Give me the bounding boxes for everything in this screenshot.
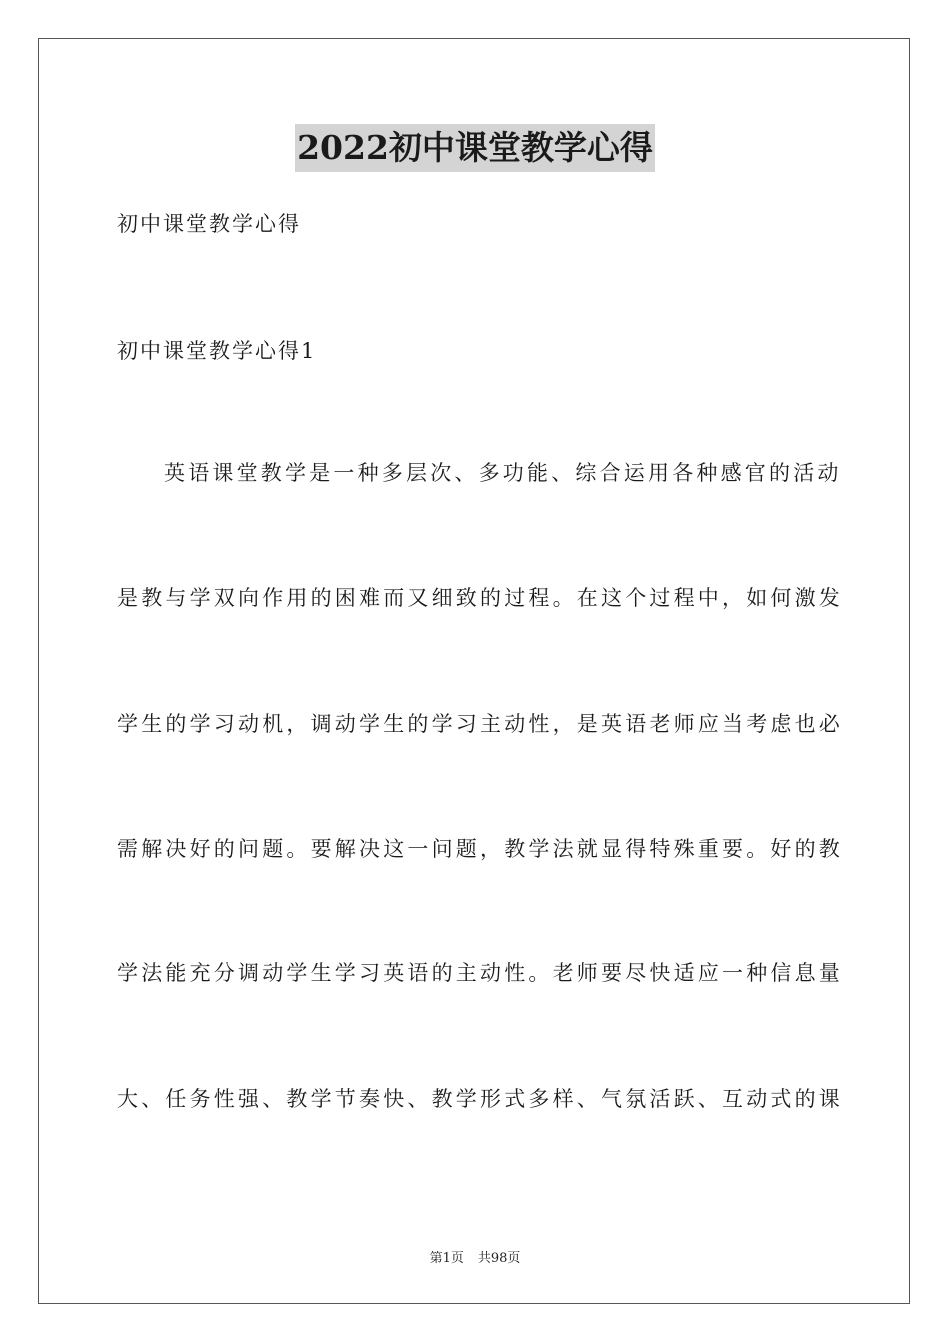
body-line: 大、任务性强、教学节奏快、教学形式多样、气氛活跃、互动式的课 <box>117 1087 843 1111</box>
body-line: 学生的学习动机，调动学生的学习主动性，是英语老师应当考虑也必 <box>117 712 843 736</box>
body-line: 学法能充分调动学生学习英语的主动性。老师要尽快适应一种信息量 <box>117 961 843 985</box>
document-subtitle: 初中课堂教学心得 <box>117 212 301 236</box>
body-line: 是教与学双向作用的困难而又细致的过程。在这个过程中，如何激发 <box>117 586 843 610</box>
body-line: 需解决好的问题。要解决这一问题，教学法就显得特殊重要。好的教 <box>117 837 843 861</box>
body-line: 英语课堂教学是一种多层次、多功能、综合运用各种感官的活动 <box>164 461 842 485</box>
page-number: 第1页 <box>429 1251 464 1266</box>
document-title: 2022初中课堂教学心得 <box>295 124 655 172</box>
page-total: 共98页 <box>477 1251 521 1266</box>
document-title-container <box>0 124 950 178</box>
section-heading: 初中课堂教学心得1 <box>117 339 317 363</box>
page-footer <box>0 1247 950 1266</box>
